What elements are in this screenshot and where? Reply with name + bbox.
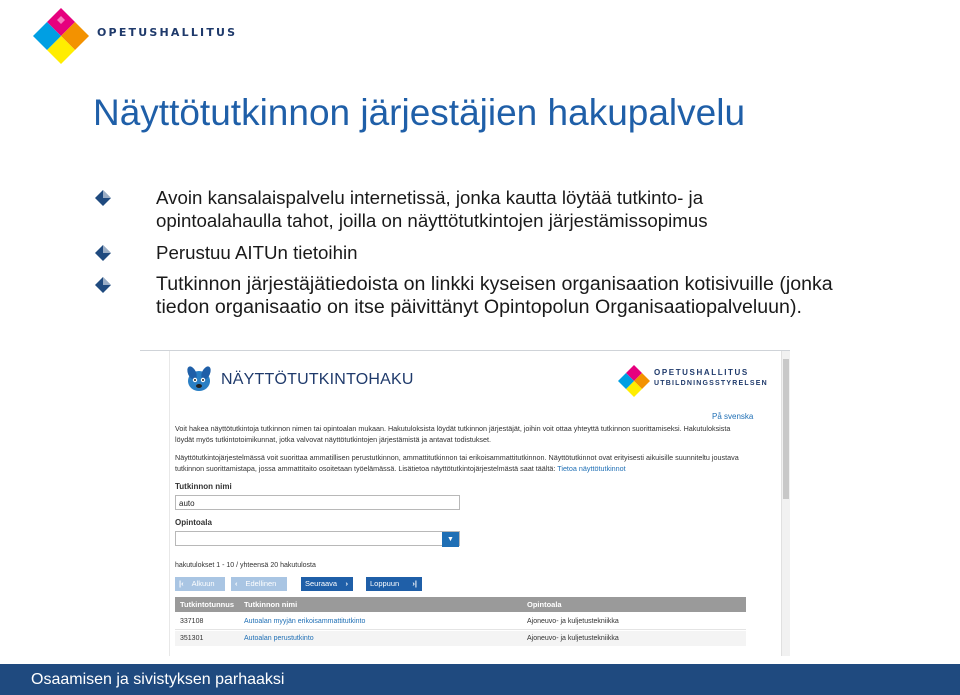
intro-text [175,453,775,474]
org-name-sv: UTBILDNINGSSTYRELSEN [654,380,768,387]
info-link[interactable]: Tietoa näyttötutkinnot [557,463,626,473]
dog-mascot-icon [184,363,214,395]
bullet-text-line: Perustuu AITUn tietoihin [156,242,358,263]
app-title: NÄYTTÖTUTKINTOHAKU [221,371,414,388]
degree-name-label: Tutkinnon nimi [175,482,232,491]
opetushallitus-logo-icon [618,365,650,397]
intro-text [175,424,775,445]
row-name-link[interactable]: Autoalan myyjän erikoisammattitutkinto [244,618,366,625]
degree-name-input[interactable]: auto [175,495,460,510]
first-page-icon: |‹ [179,579,184,588]
next-page-label: Seuraava [305,579,338,588]
bullet-text-line: tiedon organisaatio on itse päivittänyt Opintopolun Organisaatiopalveluun). [156,296,802,318]
language-link-swedish[interactable]: På svenska [712,412,754,421]
column-header-name[interactable]: Tutkinnon nimi [244,600,298,609]
row-code: 351301 [180,635,204,642]
screenshot-margin [140,351,170,656]
row-field: Ajoneuvo- ja kuljetustekniikka [527,635,619,642]
footer-slogan: Osaamisen ja sivistyksen parhaaksi [31,671,285,688]
column-header-field[interactable]: Opintoala [527,600,562,609]
previous-page-button[interactable] [231,577,287,591]
brand-name: OPETUSHALLITUS [97,26,238,39]
last-page-icon: ›| [412,579,417,588]
bullet-item [93,186,933,232]
row-name-link[interactable]: Autoalan perustutkinto [244,635,314,642]
next-icon: › [345,579,348,588]
intro-line-text: tutkinnon suorittamistapa, jossa ammattitaito osoitetaan työelämässä. Lisätietoa näyttötutkintojärjestelmästä saat täältä: [175,463,558,473]
results-count: hakutulokset 1 - 10 / yhteensä 20 hakutulosta [175,562,316,569]
previous-page-label: Edellinen [245,579,277,588]
results-table-header [175,597,746,612]
last-page-label: Loppuun [370,579,400,588]
intro-line: Voit hakea näyttötutkintoja tutkinnon nimen tai opintoalan mukaan. Hakutuloksista löydät tutkinnon järjestäjät, joihin voit ottaa yhteyttä tutkinnon suorittamiseksi. Hakutuloksista [175,424,731,433]
bullet-item [93,273,933,319]
previous-icon: ‹ [235,579,238,588]
next-page-button[interactable] [301,577,353,591]
opetushallitus-logo-icon [33,8,89,64]
embedded-app-screenshot [140,350,790,656]
intro-line: Näyttötutkintojärjestelmässä voit suorittaa ammatillisen perustutkinnon, ammattitutkinnon tai erikoisammattitutkinnon. Näyttötutkinnot ovat erityisesti aikuisille suunniteltu joustava [175,453,739,462]
first-page-label: Alkuun [191,579,215,588]
diamond-bullet-icon [95,190,111,206]
intro-line [175,464,775,475]
column-header-code[interactable]: Tutkintotunnus [180,600,235,609]
table-row [175,614,746,630]
intro-line: löydät myös tutkintotoimikunnat, jotka valvovat näyttötutkintojen järjestämistä ja antavat todistukset. [175,434,492,444]
diamond-bullet-icon [95,277,111,293]
diamond-bullet-icon [95,245,111,261]
chevron-down-icon[interactable]: ▼ [442,532,459,547]
table-row [175,631,746,646]
bullet-text-line: Tutkinnon järjestäjätiedoista on linkki kyseisen organisaation kotisivuille (jonka [156,273,833,295]
row-code: 337108 [180,618,204,625]
scrollbar[interactable] [781,351,790,656]
bullet-item [93,241,933,264]
bullet-text-line: Avoin kansalaispalvelu internetissä, jonka kautta löytää tutkinto- ja [156,187,704,208]
field-label: Opintoala [175,518,212,527]
field-select[interactable] [175,531,460,546]
bullet-list [93,186,933,328]
first-page-button[interactable] [175,577,225,591]
scrollbar-thumb[interactable] [783,359,789,499]
row-field: Ajoneuvo- ja kuljetustekniikka [527,618,619,625]
slide-title: Näyttötutkinnon järjestäjien hakupalvelu [93,92,746,133]
footer-bar [0,664,960,695]
last-page-button[interactable] [366,577,422,591]
bullet-text-line: opintoalahaulla tahot, joilla on näyttötutkintojen järjestämissopimus [156,210,708,231]
org-name-fi: OPETUSHALLITUS [654,368,749,377]
